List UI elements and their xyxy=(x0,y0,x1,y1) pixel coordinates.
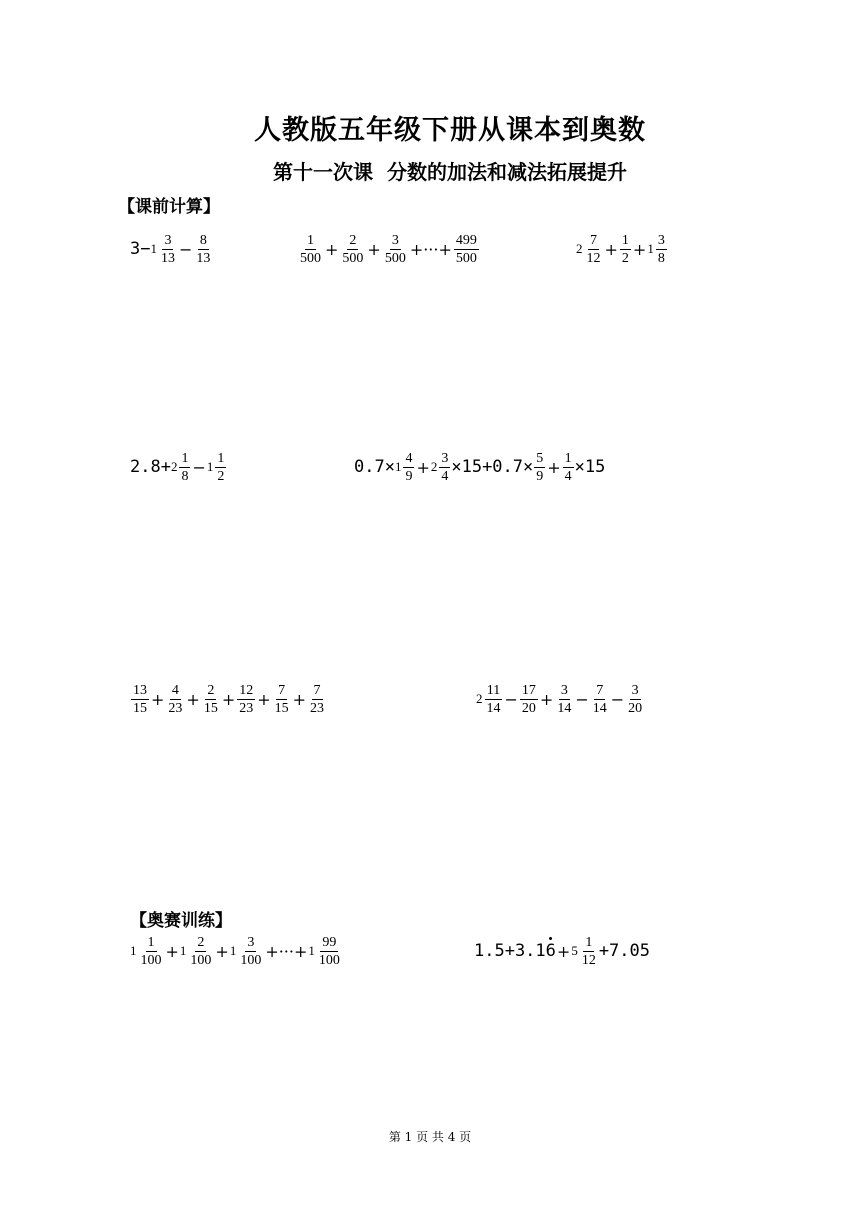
fraction: $\frac{3}{20}$ xyxy=(628,682,643,716)
section-pre-class-calculation: 【课前计算】 xyxy=(118,197,220,217)
problem-3 xyxy=(576,224,668,274)
fraction: $\frac{499}{500}$ xyxy=(455,232,477,266)
problem-4-lead: 2.8+ xyxy=(130,457,171,477)
fraction: $\frac{13}{15}$ xyxy=(133,682,147,716)
fraction: $\frac{5}{9}$ xyxy=(536,450,544,484)
operator: + xyxy=(186,689,200,709)
fraction: $\frac{7}{15}$ xyxy=(274,682,289,716)
whole-number: 1 xyxy=(150,241,157,256)
whole-number: 1 xyxy=(179,943,187,958)
operator: + xyxy=(292,689,307,709)
whole-number: 2 xyxy=(576,241,583,256)
problem-9 xyxy=(474,926,650,976)
whole-number: 1 xyxy=(647,241,654,256)
whole-number: 1 xyxy=(394,459,402,474)
problem-7 xyxy=(476,674,645,724)
whole-number: 2 xyxy=(430,459,438,474)
problem-1 xyxy=(130,224,213,274)
whole-number: 2 xyxy=(476,691,483,706)
whole-number: 1 xyxy=(308,943,315,958)
fraction: $\frac{3}{500}$ xyxy=(384,232,406,266)
problem-9-tail: +7.05 xyxy=(598,941,650,961)
problem-5-tail: ×15 xyxy=(574,457,606,477)
operator: + xyxy=(325,239,339,259)
fraction: $\frac{7}{23}$ xyxy=(310,682,325,716)
fraction: $\frac{1}{500}$ xyxy=(300,232,321,266)
fraction: $\frac{7}{14}$ xyxy=(592,682,607,716)
fraction: $\frac{7}{12}$ xyxy=(586,232,601,266)
fraction: $\frac{12}{23}$ xyxy=(239,682,254,716)
problem-1-lead: 3− xyxy=(130,239,151,259)
operator: − xyxy=(610,689,625,709)
page-title: 人教版五年级下册从课本到奥数 xyxy=(254,115,646,146)
fraction: $\frac{1}{2}$ xyxy=(621,232,629,266)
fraction: $\frac{1}{8}$ xyxy=(181,450,189,484)
operator: + xyxy=(416,457,430,477)
repeating-digit: 6 xyxy=(545,941,556,961)
operator: + xyxy=(539,689,554,709)
fraction: $\frac{2}{15}$ xyxy=(203,682,218,716)
whole-number: 5 xyxy=(571,943,578,958)
problem-5-middle: ×15+0.7× xyxy=(451,457,534,477)
fraction: $\frac{1}{12}$ xyxy=(581,934,596,968)
operator: +···+ xyxy=(265,941,308,961)
fraction: $\frac{11}{14}$ xyxy=(486,682,501,716)
fraction: $\frac{1}{2}$ xyxy=(217,450,225,484)
operator: +···+ xyxy=(409,239,452,259)
whole-number: 1 xyxy=(130,943,137,958)
operator: − xyxy=(192,457,206,477)
operator: + xyxy=(367,239,381,259)
operator: − xyxy=(575,689,589,709)
fraction: $\frac{8}{13}$ xyxy=(196,232,211,266)
operator: + xyxy=(165,941,179,961)
whole-number: 2 xyxy=(170,459,178,474)
problem-2 xyxy=(297,224,480,274)
operator: + xyxy=(556,941,571,961)
operator: − xyxy=(178,239,193,259)
fraction: $\frac{4}{23}$ xyxy=(168,682,183,716)
operator: + xyxy=(215,941,229,961)
problem-6 xyxy=(130,674,327,724)
operator: + xyxy=(632,239,647,259)
operator: + xyxy=(221,689,236,709)
fraction: $\frac{3}{14}$ xyxy=(557,682,572,716)
lesson-subtitle: 第十一次课 分数的加法和减法拓展提升 xyxy=(273,160,627,184)
fraction: $\frac{1}{4}$ xyxy=(564,450,572,484)
fraction: $\frac{2}{500}$ xyxy=(342,232,364,266)
problem-9-lead: 1.5+3.1 xyxy=(474,941,546,961)
fraction: $\frac{3}{4}$ xyxy=(441,450,449,484)
operator: − xyxy=(504,689,518,709)
fraction: $\frac{4}{9}$ xyxy=(405,450,413,484)
operator: + xyxy=(151,689,165,709)
fraction: $\frac{1}{100}$ xyxy=(140,934,162,968)
operator: + xyxy=(604,239,618,259)
operator: + xyxy=(547,457,561,477)
fraction: $\frac{3}{100}$ xyxy=(240,934,262,968)
problem-4 xyxy=(130,442,227,492)
page-footer: 第 1 页 共 4 页 xyxy=(388,1130,472,1144)
problem-5 xyxy=(354,442,605,492)
fraction: $\frac{99}{100}$ xyxy=(318,934,340,968)
problem-8 xyxy=(130,926,343,976)
whole-number: 1 xyxy=(229,943,237,958)
section-competition-training: 【奥赛训练】 xyxy=(130,911,232,931)
fraction: $\frac{3}{13}$ xyxy=(160,232,175,266)
whole-number: 1 xyxy=(206,459,214,474)
fraction: $\frac{2}{100}$ xyxy=(190,934,212,968)
operator: + xyxy=(257,689,271,709)
fraction: $\frac{17}{20}$ xyxy=(521,682,536,716)
fraction: $\frac{3}{8}$ xyxy=(657,232,665,266)
problem-5-lead: 0.7× xyxy=(354,457,395,477)
